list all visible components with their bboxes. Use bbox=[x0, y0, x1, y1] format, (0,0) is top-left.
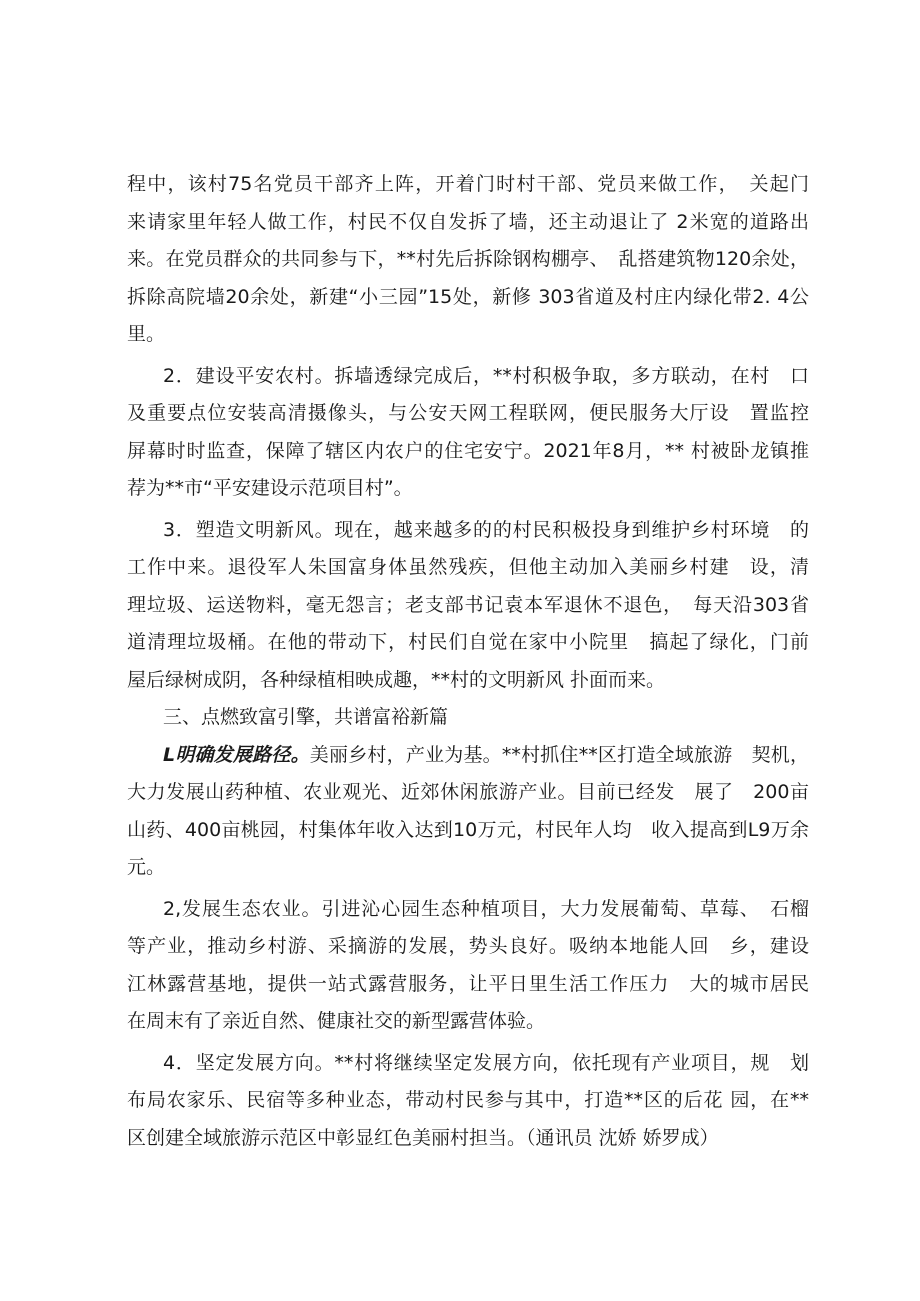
text-line bbox=[127, 737, 809, 775]
text-segment: 美丽乡村，产业为基。**村抓住**区打造全域旅游 契机， bbox=[309, 743, 809, 766]
text-line: 江林露营基地，提供一站式露营服务，让平日里生活工作压力 大的城市居民 bbox=[127, 972, 809, 995]
text-line: 屏幕时时监查，保障了辖区内农户的住宅安宁。2021年8月，** 村被卧龙镇推 bbox=[127, 439, 809, 462]
text-line: 3．塑造文明新风。现在，越来越多的的村民积极投身到维护乡村环境 的 bbox=[163, 518, 809, 541]
section-heading bbox=[127, 699, 809, 737]
paragraph-eco-agriculture bbox=[127, 891, 809, 1041]
text-line: 在周末有了亲近自然、健康社交的新型露营体验。 bbox=[127, 1010, 546, 1032]
article-body bbox=[127, 166, 809, 1157]
paragraph-lead: L明确发展路径。 bbox=[163, 743, 310, 766]
paragraph-civilized-customs bbox=[127, 512, 809, 700]
paragraph-demolition-summary bbox=[127, 166, 809, 354]
heading-text: 三、点燃致富引擎，共谱富裕新篇 bbox=[163, 706, 449, 728]
text-line: 大力发展山药种植、农业观光、近郊休闲旅游产业。目前已经发 展了 200亩 bbox=[127, 781, 809, 803]
text-line: 里。 bbox=[127, 323, 166, 345]
paragraph-development-path bbox=[127, 737, 809, 887]
text-line: 荐为**市“平安建设示范项目村”。 bbox=[127, 477, 413, 499]
text-line: 拆除高院墙20余处，新建“小三园”15处，新修 303省道及村庄内绿化带2. 4公 bbox=[127, 285, 809, 308]
text-line: 及重要点位安装高清摄像头，与公安天网工程联网，便民服务大厅设 置监控 bbox=[127, 402, 809, 424]
text-line: 布局农家乐、民宿等多种业态，带动村民参与其中，打造**区的后花 园，在** bbox=[127, 1089, 809, 1111]
text-line: 理垃圾、运送物料，毫无怨言；老支部书记袁本军退休不退色， 每天沿303省 bbox=[127, 593, 809, 616]
text-line: 等产业，推动乡村游、采摘游的发展，势头良好。吸纳本地能人回 乡，建设 bbox=[127, 935, 809, 957]
text-line: 程中，该村75名党员干部齐上阵，开着门时村干部、党员来做工作， 关起门 bbox=[127, 173, 809, 195]
text-line: 4．坚定发展方向。**村将继续坚定发展方向，依托现有产业项目，规 划 bbox=[163, 1051, 809, 1074]
text-line: 工作中来。退役军人朱国富身体虽然残疾，但他主动加入美丽乡村建 设，清 bbox=[127, 556, 809, 578]
text-line: 道清理垃圾桶。在他的带动下，村民们自觉在家中小院里 搞起了绿化，门前 bbox=[127, 631, 809, 653]
text-line: 区创建全域旅游示范区中彰显红色美丽村担当。（通讯员 沈娇 娇罗成） bbox=[127, 1126, 719, 1149]
text-line: 2,发展生态农业。引进沁心园生态种植项目，大力发展葡萄、草莓、 石榴 bbox=[163, 897, 809, 920]
paragraph-development-direction bbox=[127, 1045, 809, 1158]
text-line: 元。 bbox=[127, 856, 166, 878]
text-line: 2．建设平安农村。拆墙透绿完成后，**村积极争取，多方联动，在村 口 bbox=[163, 364, 809, 387]
text-line: 来。在党员群众的共同参与下，**村先后拆除钢构棚亭、 乱搭建筑物120余处， bbox=[127, 248, 809, 270]
text-line: 山药、400亩桃园，村集体年收入达到10万元，村民年人均 收入提高到L9万余 bbox=[127, 818, 809, 841]
paragraph-safe-village bbox=[127, 358, 809, 508]
text-line: 屋后绿树成阴，各种绿植相映成趣，**村的文明新风 扑面而来。 bbox=[127, 668, 666, 691]
text-line: 来请家里年轻人做工作，村民不仅自发拆了墙，还主动退让了 2米宽的道路出 bbox=[127, 210, 809, 233]
